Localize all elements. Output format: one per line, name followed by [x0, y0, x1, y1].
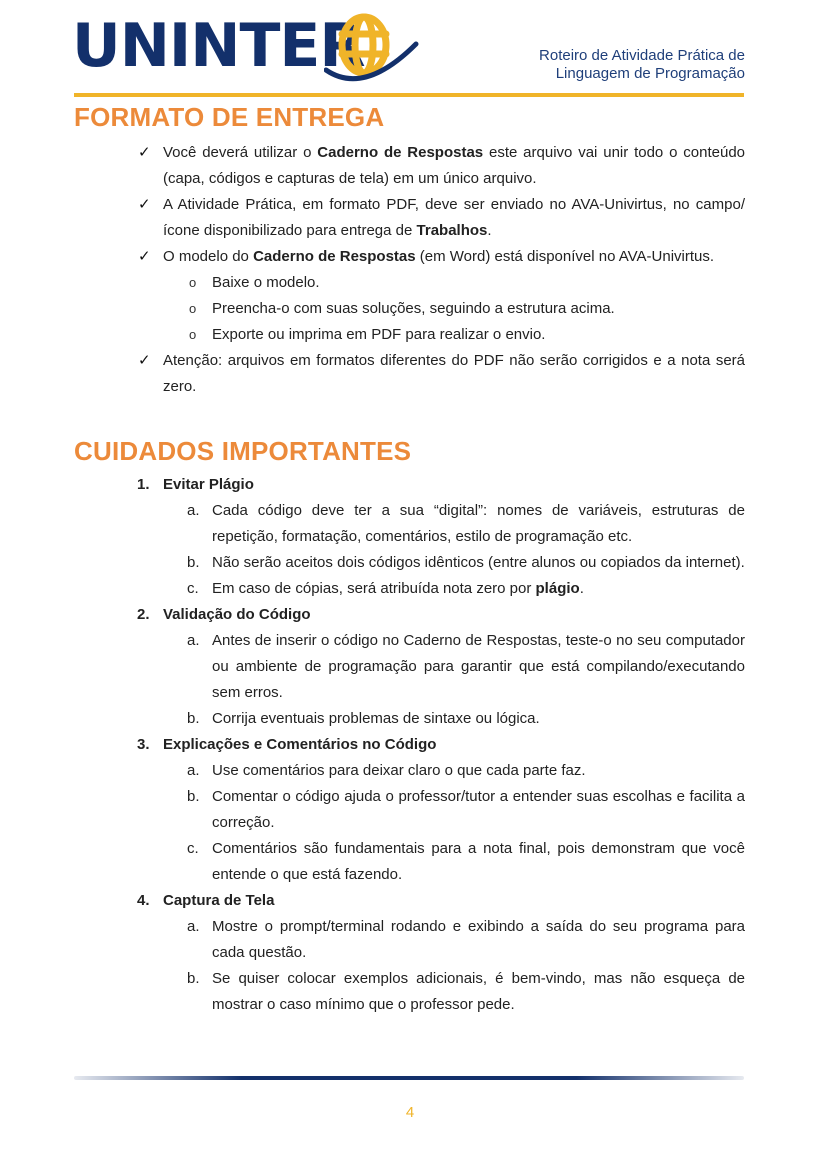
lettered-item	[163, 758, 745, 784]
lettered-item	[163, 576, 745, 602]
item-text: Atenção: arquivos em formatos diferentes do PDF não serão corrigidos e a nota será zero.	[163, 352, 745, 395]
delivery-format-list	[74, 140, 745, 400]
item-heading: Captura de Tela	[163, 892, 275, 909]
check-icon: ✓	[138, 144, 151, 161]
lettered-list	[163, 758, 745, 888]
item-letter: c.	[187, 840, 199, 857]
sub-item-text: Baixe o modelo.	[212, 274, 320, 291]
numbered-item	[74, 472, 745, 602]
list-item	[74, 140, 745, 192]
item-number: 2.	[137, 606, 150, 623]
check-icon: ✓	[138, 248, 151, 265]
sub-list-item	[163, 296, 745, 322]
document-title-line2: Linguagem de Programação	[555, 65, 745, 82]
lettered-item	[163, 966, 745, 1018]
lettered-item	[163, 784, 745, 836]
list-item	[74, 348, 745, 400]
circle-bullet-icon: o	[189, 275, 197, 290]
item-bold: plágio	[535, 580, 580, 597]
header-divider	[74, 93, 744, 97]
section-title-cuidados: CUIDADOS IMPORTANTES	[74, 436, 412, 466]
numbered-item	[74, 732, 745, 888]
lettered-item-text: Antes de inserir o código no Caderno de Respostas, teste-o no seu computador ou ambiente de programação para garantir que está compilando/executando sem erros.	[212, 632, 745, 701]
item-bold: Caderno de Respostas	[317, 144, 484, 161]
item-number: 1.	[137, 476, 150, 493]
uninter-logo	[72, 10, 432, 88]
lettered-item	[163, 628, 745, 706]
numbered-item	[74, 602, 745, 732]
item-text: A Atividade Prática, em formato PDF, deve ser enviado no AVA-Univirtus, no campo/ícone disponibilizado para entrega de	[163, 196, 745, 239]
circle-bullet-icon: o	[189, 327, 197, 342]
lettered-item	[163, 550, 745, 576]
check-icon: ✓	[138, 352, 151, 369]
lettered-item-text: Comentários são fundamentais para a nota final, pois demonstram que você entende o que está fazendo.	[212, 840, 745, 883]
lettered-item-text: Não serão aceitos dois códigos idênticos (entre alunos ou copiados da internet).	[212, 554, 745, 571]
item-heading: Validação do Código	[163, 606, 311, 623]
lettered-item	[163, 706, 745, 732]
item-letter: a.	[187, 632, 200, 649]
lettered-item	[163, 914, 745, 966]
document-title	[539, 47, 745, 83]
sub-list	[163, 270, 745, 348]
lettered-item-text: Mostre o prompt/terminal rodando e exibindo a saída do seu programa para cada questão.	[212, 918, 745, 961]
logo-wordmark: UNINTER	[72, 11, 365, 81]
circle-bullet-icon: o	[189, 301, 197, 316]
sub-list-item	[163, 322, 745, 348]
lettered-item	[163, 836, 745, 888]
item-text: (em Word) está disponível no AVA-Univirtus.	[415, 248, 715, 265]
item-text: Você deverá utilizar o	[163, 144, 318, 161]
item-bold: Trabalhos	[416, 222, 488, 239]
item-heading: Explicações e Comentários no Código	[163, 736, 437, 753]
item-number: 4.	[137, 892, 150, 909]
item-text: este arquivo vai unir todo o conteúdo (capa, códigos e capturas de tela) em um único arquivo.	[163, 144, 746, 187]
check-icon: ✓	[138, 196, 151, 213]
lettered-list	[163, 914, 745, 1018]
sub-item-text: Preencha-o com suas soluções, seguindo a estrutura acima.	[212, 300, 615, 317]
item-letter: a.	[187, 502, 200, 519]
lettered-item-text: Em caso de cópias, será atribuída nota zero por	[212, 580, 536, 597]
item-text: .	[487, 222, 492, 239]
lettered-item	[163, 498, 745, 550]
numbered-item	[74, 888, 745, 1018]
list-item	[74, 192, 745, 244]
item-heading: Evitar Plágio	[163, 476, 254, 493]
item-letter: c.	[187, 580, 199, 597]
important-care-list	[74, 472, 745, 1018]
section-title-formato: FORMATO DE ENTREGA	[74, 102, 385, 132]
list-item	[74, 244, 745, 348]
item-letter: a.	[187, 918, 200, 935]
item-letter: b.	[187, 710, 200, 727]
lettered-item-text: Se quiser colocar exemplos adicionais, é bem-vindo, mas não esqueça de mostrar o caso mínimo que o professor pede.	[212, 970, 745, 1013]
item-number: 3.	[137, 736, 150, 753]
item-bold: Caderno de Respostas	[253, 248, 416, 265]
page-number: 4	[405, 1104, 415, 1121]
item-letter: a.	[187, 762, 200, 779]
item-letter: b.	[187, 788, 200, 805]
sub-item-text: Exporte ou imprima em PDF para realizar o envio.	[212, 326, 546, 343]
item-letter: b.	[187, 970, 200, 987]
lettered-item-text: Comentar o código ajuda o professor/tutor a entender suas escolhas e facilita a correção.	[212, 788, 745, 831]
document-title-line1: Roteiro de Atividade Prática de	[539, 47, 745, 64]
lettered-item-text: .	[579, 580, 584, 597]
lettered-item-text: Cada código deve ter a sua “digital”: nomes de variáveis, estruturas de repetição, formatação, comentários, estilo de programação etc.	[212, 502, 745, 545]
lettered-item-text: Corrija eventuais problemas de sintaxe ou lógica.	[212, 710, 540, 727]
lettered-list	[163, 628, 745, 732]
item-text: O modelo do	[163, 248, 254, 265]
page-content	[74, 98, 745, 1018]
page-header	[0, 0, 820, 100]
globe-icon	[324, 10, 424, 88]
lettered-item-text: Use comentários para deixar claro o que cada parte faz.	[212, 762, 586, 779]
lettered-list	[163, 498, 745, 602]
footer-divider	[74, 1076, 744, 1080]
item-letter: b.	[187, 554, 200, 571]
sub-list-item	[163, 270, 745, 296]
